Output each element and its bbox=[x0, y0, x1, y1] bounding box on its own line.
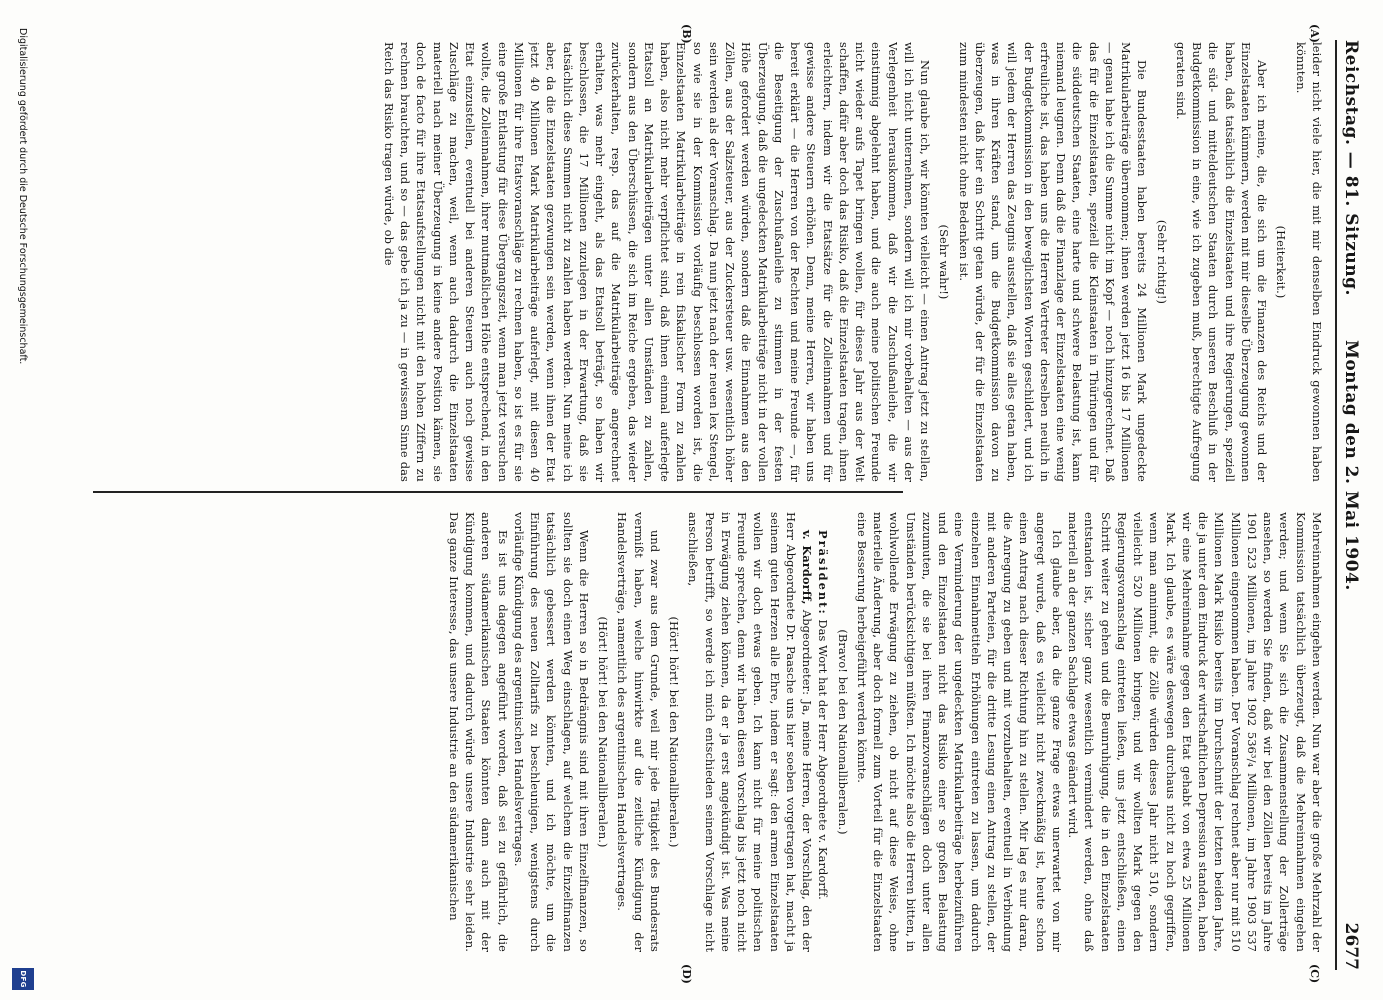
speaker-text: Abgeordneter: Ja, meine Herren, der Vorschlag, den der Herr Abgeordnete Dr. Paasche uns hier soeben vorgetragen hat, macht ja seinem guten Herzen alle Ehre, indem er sagt: den armen Einzelstaaten wollen wir doch etwas geben. Ich kann nicht für meine politischen Freunde sprechen, denn wir haben diesen Vorschlag bis jetzt noch nicht in Erwägung ziehen können, da er ja erst angekündigt ist. Was meine Person betrifft, so werde ich mich entschieden seinem Vorschlage nicht anschließen, bbox=[686, 512, 815, 952]
right-paragraph-2: Ich glaube aber, da die ganze Frage etwas unerwartet von mir angeregt wurde, daß es vielleicht nicht zweckmäßig ist, heute schon einen Antrag nach dieser Richtung hin zu stellen. Mir lag es nur daran, die Anregung zu geben und mit vorzubehalten, eventuell in Verbindung mit anderen Parteien, für die dritte Lesung einen Antrag zu stellen, der einzelnen Einnahmetiteln Erhöhungen eintreten zu lassen, um dadurch eine Verminderung der ungedeckten Matrikularbeiträge herbeizuführen und den Einzelstaaten nicht das Risiko einer so großen Belastung zuzumuten, die sie bei ihren Finanzvoranschlägen doch unter allen Umständen berücksichtigen müßten. Ich möchte also die Herren bitten, in wohlwollende Erwägung zu ziehen, ob nicht auf diese Weise, ohne materielle Änderung, aber doch formell zum Vorteil für die Einzelstaaten eine Besserung herbeigeführt werden könnte. bbox=[855, 512, 1064, 952]
margin-marker-b: (B) bbox=[680, 24, 693, 44]
page-header bbox=[1335, 40, 1363, 970]
right-column bbox=[95, 512, 1325, 952]
digitization-footer bbox=[6, 0, 36, 1000]
margin-marker-a: (A) bbox=[1308, 24, 1321, 43]
left-column bbox=[95, 42, 1325, 482]
header-date: Montag den 2. Mai 1904. bbox=[1341, 340, 1361, 591]
president-label: Präsident: bbox=[816, 530, 831, 616]
dfg-logo-text: DFG bbox=[19, 970, 27, 988]
right-paragraph-5: Es ist uns dagegen angeführt worden, daß sei zu gefährlich, die anderen südamerikanischen Staaten könnten dann auch mit der Kündigung kommen, und dadurch würde unsere Industrie sehr leiden. Das ganze Interesse, das unsere Industrie an den südamerikanischen bbox=[447, 512, 510, 952]
digitization-note: Digitalisierung gefördert durch die Deutsche Forschungsgemeinschaft. bbox=[17, 28, 28, 365]
column-divider bbox=[93, 491, 903, 493]
reaction-sehr-richtig: (Sehr richtig!) bbox=[1154, 219, 1169, 305]
speaker-label: v. Kardorff, bbox=[800, 530, 815, 605]
president-statement bbox=[815, 512, 831, 952]
left-paragraph-3: Die Bundesstaaten haben bereits 24 Millionen Mark ungedeckte Matrikularbeiträge übernommen; ihnen werden jetzt 16 bis 17 Millionen — genau habe ich die Summe nicht im Kopf — noch hinzugerechnet. Daß das für die Einzelstaaten, speziell die Kleinstaaten in Thüringen und für die süddeutschen Staaten, eine harte und schwere Belastung ist, kann niemand leugnen. Denn daß die Finanzlage der Einzelstaaten eine wenig erfreuliche ist, das haben uns die Herren Vertreter derselben neulich in der Budgetkommission in den beweglichsten Worten geschildert, und ich will jedem der Herren das Zeugnis ausstellen, daß sie alles getan haben, was in ihren Kräften stand, um die Budgetkommission davon zu überzeugen, daß hier ein Schritt getan würde, der für die Einzelstaaten zum mindesten nicht ohne Bedenken ist. bbox=[956, 42, 1150, 482]
reaction-hoert-1: (Hört! hört! bei den Nationalliberalen.) bbox=[667, 616, 682, 848]
right-paragraph-1: Mehreinnahmen eingehen werden. Nun war aber die große Mehrzahl der Kommission tatsächlich überzeugt, daß die Mehreinnahmen eingehen werden; und wenn Sie sich die Zusammenstellung der Zollerträge ansehen, so werden Sie finden, daß wir bei den Zöllen bereits im Jahre 1901 523 Millionen, im Jahre 1902 536³/₄ Millionen, im Jahre 1903 537 Millionen eingenommen haben. Der Voranschlag rechnet aber nur mit 510 Millionen Mark Risiko bereits im Durchschnitt der letzten beiden Jahre, die ja unter dem Eindruck der wirtschaftlichen Depression standen, haben wir eine Mehreinnahme gegen den Etat gehabt von etwa 25 Millionen Mark. Ich glaube, es wäre deswegen durchaus nicht zu hoch gegriffen, wenn man annimmt, die Zölle würden dieses Jahr nicht 510, sondern vielleicht 520 Millionen bringen; und wir wollten Mark gegen den Regierungsvoranschlag eintreten ließen, uns jetzt entschließen, einen Schritt weiter zu gehen und die Beunruhigung, die in den Einzelstaaten entstanden ist, sicher ganz wesentlich vermindert werden, ohne daß materiell an der ganzen Sachlage etwas geändert wird. bbox=[1066, 512, 1324, 952]
left-paragraph-2: Aber ich meine, die, die sich um die Finanzen des Reichs und der Einzelstaaten kümmern, werden mit mir dieselbe Überzeugung gewonnen haben, daß tatsächlich die Einzelstaaten und ihre Regierungen, speziell die süd- und mitteldeutschen Staaten durch unseren Beschluß in der Budgetkommission in eine, wie ich zugeben muß, berechtigte Aufregung geraten sind. bbox=[1174, 42, 1270, 482]
speaker-statement bbox=[685, 512, 815, 952]
president-text: Das Wort hat der Herr Abgeordnete v. Kardorff. bbox=[816, 619, 831, 900]
reaction-hoert-2: (Hört! hört! bei den Nationalliberalen.) bbox=[596, 616, 611, 848]
margin-marker-c: (C) bbox=[1308, 964, 1321, 984]
page-number: 2677 bbox=[1341, 922, 1361, 970]
reaction-bravo: (Bravo! bei den Nationalliberalen.) bbox=[835, 629, 850, 835]
reaction-heiterkeit: (Heiterkeit.) bbox=[1274, 225, 1289, 299]
header-left: Reichstag. — 81. Sitzung. bbox=[1341, 40, 1361, 296]
right-paragraph-4: Wenn die Herren so in Bedrängnis sind mit ihren Einzelfinanzen, so sollten sie doch einen Weg einschlagen, auf welchem die Einzelfinanzen tatsächlich gebessert werden könnten, und ich möchte, um die Einführung des neuen Zolltarifs zu beschleunigen, wenigstens durch vorläufige Kündigung des argentinischen Handelsvertrages. bbox=[512, 512, 591, 952]
margin-marker-d: (D) bbox=[680, 964, 693, 984]
right-paragraph-3: und zwar aus dem Grunde, weil mir jede Tätigkeit des Bundesrats vermißt haben, welche hinwirkte auf die zeitliche Kündigung der Handelsverträge, namentlich des argentinischen Handelsvertrages. bbox=[615, 512, 662, 952]
dfg-logo bbox=[12, 968, 34, 990]
reaction-sehr-wahr: (Sehr wahr!) bbox=[937, 224, 952, 300]
left-paragraph-1: leider nicht viele hier, die mit mir denselben Eindruck gewonnen haben könnten. bbox=[1293, 42, 1324, 482]
left-paragraph-4: Nun glaube ich, wir könnten vielleicht — einen Antrag jetzt zu stellen, will ich nicht unternehmen, sondern will ich mir vorbehalten — aus der Verlegenheit herauskommen, daß wir die Zuschußanleihe, die wir einstimmig abgelehnt haben, und die auch meine politischen Freunde nicht wieder aufs Tapet bringen wollen, für dieses Jahr aus der Welt schaffen, dafür aber doch das Risiko, daß die Einzelstaaten tragen, ihnen erleichtern, indem wir die Etatsätze für die Zolleinnahmen und für gewisse andere Steuern erhöhen. Denn, meine Herren, wir haben uns bereit erklärt — die Herren von der Rechten und meine Freunde —, für die Beseitigung der Zuschußanleihe zu stimmen in der festen Überzeugung, daß die ungedeckten Matrikularbeiträge nicht in der vollen Höhe gefordert werden würden, sondern daß die Einnahmen aus den Zöllen, aus der Salzsteuer, aus der Zuckersteuer usw. wesentlich höher sein werden als der Voranschlag. Da nun jetzt nach der neuen lex Stengel, so wie sie in der Kommission vorläufig beschlossen worden ist, die Einzelstaaten Matrikularbeiträge in rein fiskalischer Form zu zahlen haben, also nicht mehr verpflichtet sind, daß ihnen einmal auferlegte Etatsoll an Matrikularbeiträgen unter allen Umständen zu zahlen, sondern aus den Überschüssen, die sich im Reiche ergeben, das wieder zurückerhalten, resp. das auf die Matrikularbeiträge angerechnet erhalten, was mehr eingeht, als das Etatsoll beträgt, so haben wir beschlossen, die 17 Millionen zuzulegen in der Erwartung, daß sie tatsächlich diese Summen nicht zu zahlen haben werden. Nun meine ich aber, da die Einzelstaaten gezwungen sein werden, wenn ihnen der Etat jetzt 40 Millionen Mark Matrikularbeiträge auferlegt, mit diesen 40 Millionen für ihre Etatsvoranschläge zu rechnen haben, so ist es für sie eine große Entlastung für diese Übergangszeit, wenn man jetzt versuchen wollte, die Zolleinnahmen, ihrer mutmaßlichen Höhe entsprechend, in den Etat einzustellen, eventuell bei anderen Steuern auch noch gewisse Zuschläge zu machen, weil, wenn auch dadurch die Einzelstaaten materiell nach meiner Überzeugung in keine andere Position kämen, sie doch de facto für ihre Etatsaufstellungen nicht mit den hohen Ziffern zu rechnen brauchten, und so — das gebe ich ja zu — in gewissem Sinne das Reich das Risiko tragen würde, ob die bbox=[382, 42, 933, 482]
